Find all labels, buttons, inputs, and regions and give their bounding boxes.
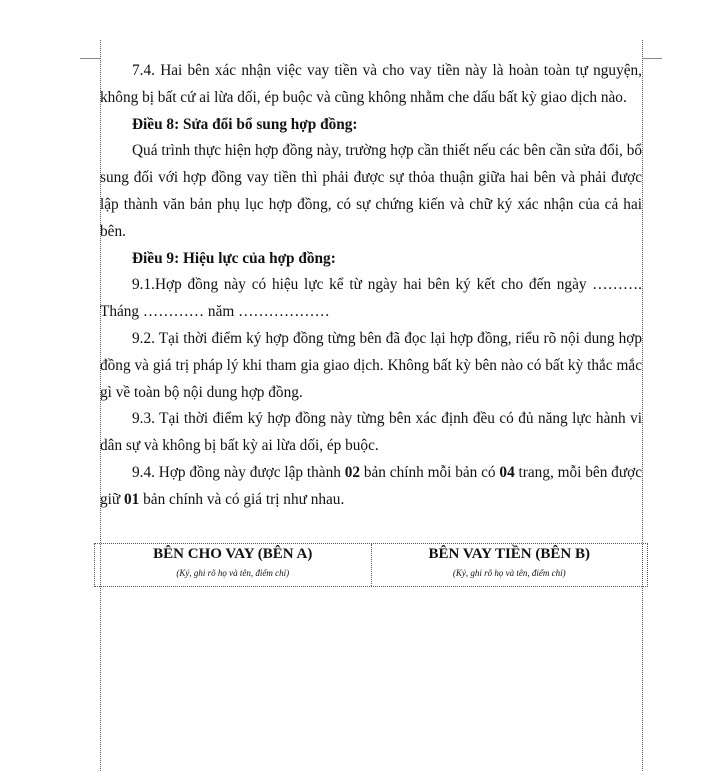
top-right-crop-mark [642, 58, 662, 59]
signature-cell-party-b[interactable] [371, 544, 648, 586]
signature-table[interactable] [94, 543, 648, 587]
text-span: bản chính mỗi bản có [360, 463, 500, 481]
heading-article-9: Điều 9: Hiệu lực của hợp đồng: [132, 249, 336, 267]
bold-count: 04 [499, 463, 515, 481]
top-left-crop-mark [80, 58, 100, 59]
text-span: bản chính và có giá trị như nhau. [139, 490, 345, 508]
paragraph-7-4: 7.4. Hai bên xác nhận việc vay tiền và cho vay tiền này là hoàn toàn tự nguyện, không bị bất cứ ai lừa dối, ép buộc và cũng không nhằm che dấu bất kỳ giao dịch nào. [100, 62, 642, 106]
document-body[interactable] [100, 58, 642, 514]
party-a-title: BÊN CHO VAY (BÊN A) [153, 546, 313, 562]
paragraph-9-1: 9.1.Hợp đồng này có hiệu lực kể từ ngày hai bên ký kết cho đến ngày ………. Tháng ………… năm ……………… [100, 276, 642, 321]
party-b-note: (Ký, ghi rõ họ và tên, điểm chỉ) [452, 568, 566, 578]
bold-count: 01 [124, 490, 140, 508]
right-margin-guide [642, 40, 643, 771]
paragraph-9-3: 9.3. Tại thời điểm ký hợp đồng này từng bên xác định đều có đủ năng lực hành vi dân sự và không bị bất kỳ ai lừa dối, ép buộc. [100, 410, 642, 455]
signature-cell-party-a[interactable] [95, 544, 371, 586]
paragraph-9-4 [100, 460, 642, 514]
text-span: trang, mỗi bên được giữ [100, 463, 643, 508]
bold-count: 02 [344, 463, 361, 481]
paragraph-9-2: 9.2. Tại thời điểm ký hợp đồng từng bên đã đọc lại hợp đồng, riểu rõ nội dung hợp đồng và giá trị pháp lý khi tham gia giao dịch. Không bất kỳ bên nào có bất kỳ thắc mắc gì về toàn bộ nội dung hợp đồng. [100, 329, 642, 401]
party-b-title: BÊN VAY TIỀN (BÊN B) [428, 546, 590, 562]
text-span: 9.4. Hợp đồng này được lập thành [132, 463, 345, 481]
paragraph-article-8: Quá trình thực hiện hợp đồng này, trường hợp cần thiết nếu các bên cần sửa đổi, bổ sung đối với hợp đồng vay tiền thì phải được sự thỏa thuận giữa hai bên và phải được lập thành văn bản phụ lục hợp đồng, có sự chứng kiến và chữ ký xác nhận của cả hai bên. [100, 142, 642, 240]
party-a-note: (Ký, ghi rõ họ và tên, điểm chỉ) [176, 568, 290, 578]
heading-article-8: Điều 8: Sửa đổi bổ sung hợp đồng: [132, 115, 358, 133]
